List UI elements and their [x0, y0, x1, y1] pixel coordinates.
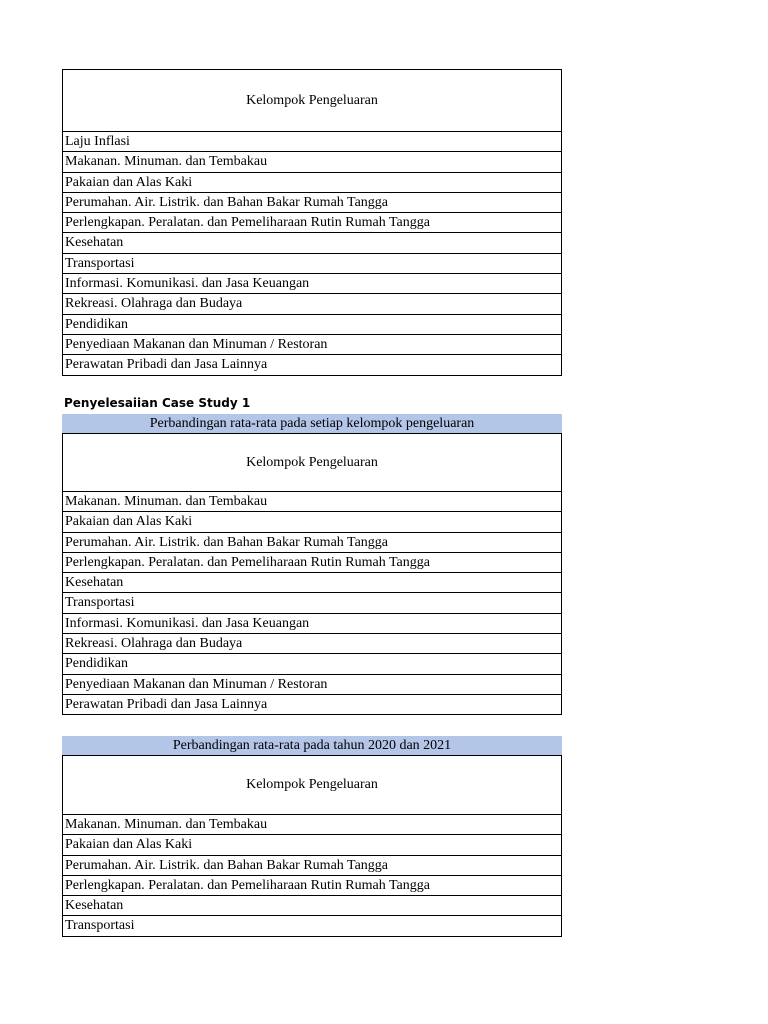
table-caption: Perbandingan rata-rata pada setiap kelompok pengeluaran	[62, 414, 562, 434]
table-row: Informasi. Komunikasi. dan Jasa Keuangan	[63, 614, 561, 634]
table-row: Makanan. Minuman. dan Tembakau	[63, 492, 561, 512]
comparison-by-year-table	[62, 736, 562, 937]
table-row: Rekreasi. Olahraga dan Budaya	[63, 294, 561, 314]
table-caption: Perbandingan rata-rata pada tahun 2020 dan 2021	[62, 736, 562, 756]
table-row: Penyediaan Makanan dan Minuman / Restoran	[63, 335, 561, 355]
table-row: Perawatan Pribadi dan Jasa Lainnya	[63, 355, 561, 375]
table-row: Makanan. Minuman. dan Tembakau	[63, 815, 561, 835]
table-row: Makanan. Minuman. dan Tembakau	[63, 152, 561, 172]
comparison-by-group-grid	[62, 434, 562, 715]
table-row: Pakaian dan Alas Kaki	[63, 173, 561, 193]
section-label: Penyelesaiian Case Study 1	[64, 396, 251, 410]
table-row: Perlengkapan. Peralatan. dan Pemeliharaan Rutin Rumah Tangga	[63, 213, 561, 233]
table-row: Perawatan Pribadi dan Jasa Lainnya	[63, 695, 561, 715]
table-row: Perumahan. Air. Listrik. dan Bahan Bakar Rumah Tangga	[63, 533, 561, 553]
comparison-by-year-grid	[62, 756, 562, 937]
table-row: Transportasi	[63, 254, 561, 274]
table-row: Penyediaan Makanan dan Minuman / Restoran	[63, 675, 561, 695]
table-row: Perlengkapan. Peralatan. dan Pemeliharaan Rutin Rumah Tangga	[63, 876, 561, 896]
table-row: Rekreasi. Olahraga dan Budaya	[63, 634, 561, 654]
table-row: Perumahan. Air. Listrik. dan Bahan Bakar Rumah Tangga	[63, 193, 561, 213]
table-row: Perlengkapan. Peralatan. dan Pemeliharaan Rutin Rumah Tangga	[63, 553, 561, 573]
table-row: Pakaian dan Alas Kaki	[63, 835, 561, 855]
table-row: Perumahan. Air. Listrik. dan Bahan Bakar Rumah Tangga	[63, 856, 561, 876]
comparison-by-group-table	[62, 414, 562, 715]
table-body	[63, 132, 561, 376]
table-body	[63, 815, 561, 937]
table-row: Transportasi	[63, 916, 561, 936]
inflation-table	[62, 69, 562, 376]
table-body	[63, 492, 561, 715]
table-row: Pakaian dan Alas Kaki	[63, 512, 561, 532]
table-header-cell: Kelompok Pengeluaran	[63, 70, 561, 132]
inflation-table-grid	[62, 69, 562, 376]
table-row: Pendidikan	[63, 315, 561, 335]
table-row: Informasi. Komunikasi. dan Jasa Keuangan	[63, 274, 561, 294]
table-row: Pendidikan	[63, 654, 561, 674]
table-header-cell: Kelompok Pengeluaran	[63, 434, 561, 492]
table-row: Transportasi	[63, 593, 561, 613]
table-row: Kesehatan	[63, 233, 561, 253]
table-row: Kesehatan	[63, 573, 561, 593]
table-row: Kesehatan	[63, 896, 561, 916]
table-row: Laju Inflasi	[63, 132, 561, 152]
table-header-cell: Kelompok Pengeluaran	[63, 756, 561, 815]
